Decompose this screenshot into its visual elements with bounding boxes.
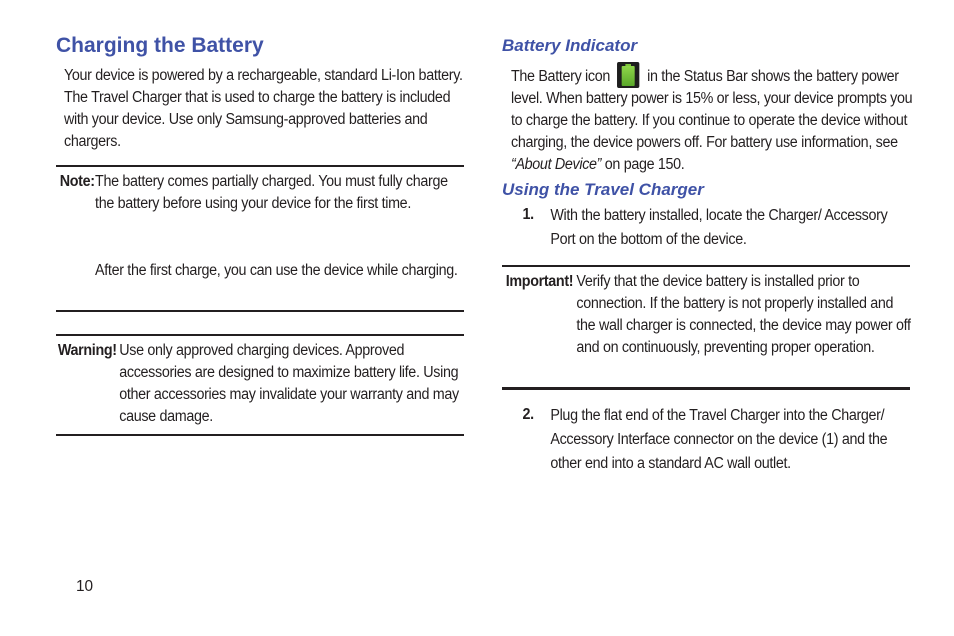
note-text-1: The battery comes partially charged. You must fully charge the battery before using your device for the first time. xyxy=(95,173,448,212)
battery-text-end: on page 150. xyxy=(604,156,685,173)
divider xyxy=(56,334,464,336)
page-title: Charging the Battery xyxy=(56,34,264,57)
warning-text: Use only approved charging devices. Approved accessories are designed to maximize battery life. Using other accessories may invalidate your warranty and may cause damage. xyxy=(119,342,459,425)
divider xyxy=(56,310,464,312)
page-number: 10 xyxy=(76,578,94,595)
battery-text-after: in the Status Bar shows the battery power level. When battery power is 15% or less, your device prompts you to charge the battery. If you continue to operate the device without charging, the device powers off. For battery use information, see xyxy=(511,68,913,151)
note-label: Note: xyxy=(59,173,95,190)
travel-charger-heading: Using the Travel Charger xyxy=(502,180,704,199)
note-text-2: After the first charge, you can use the device while charging. xyxy=(95,262,458,279)
battery-indicator-heading: Battery Indicator xyxy=(502,36,638,55)
battery-text-before: The Battery icon xyxy=(511,68,611,85)
battery-indicator-paragraph xyxy=(511,62,913,176)
divider xyxy=(502,387,910,390)
divider xyxy=(56,434,464,436)
warning-label: Warning! xyxy=(57,342,117,359)
step-text: Plug the flat end of the Travel Charger into the Charger/ Accessory Interface connector on the device (1) and the other end into a standard AC wall outlet. xyxy=(550,407,888,472)
step-number: 2. xyxy=(522,406,534,423)
battery-icon xyxy=(617,62,639,88)
divider xyxy=(56,165,464,167)
divider xyxy=(502,265,910,267)
important-label: Important! xyxy=(505,273,574,290)
step-text: With the battery installed, locate the Charger/ Accessory Port on the bottom of the device. xyxy=(550,207,888,248)
about-device-link[interactable]: “About Device” xyxy=(511,156,602,173)
important-text: Verify that the device battery is installed prior to connection. If the battery is not properly installed and the wall charger is connected, the device may power off and on continuously, preventing proper operation. xyxy=(576,273,911,356)
step-number: 1. xyxy=(522,206,534,223)
intro-paragraph: Your device is powered by a rechargeable, standard Li-Ion battery. The Travel Charger that is used to charge the battery is included with your device. Use only Samsung-approved batteries and chargers. xyxy=(64,67,463,150)
